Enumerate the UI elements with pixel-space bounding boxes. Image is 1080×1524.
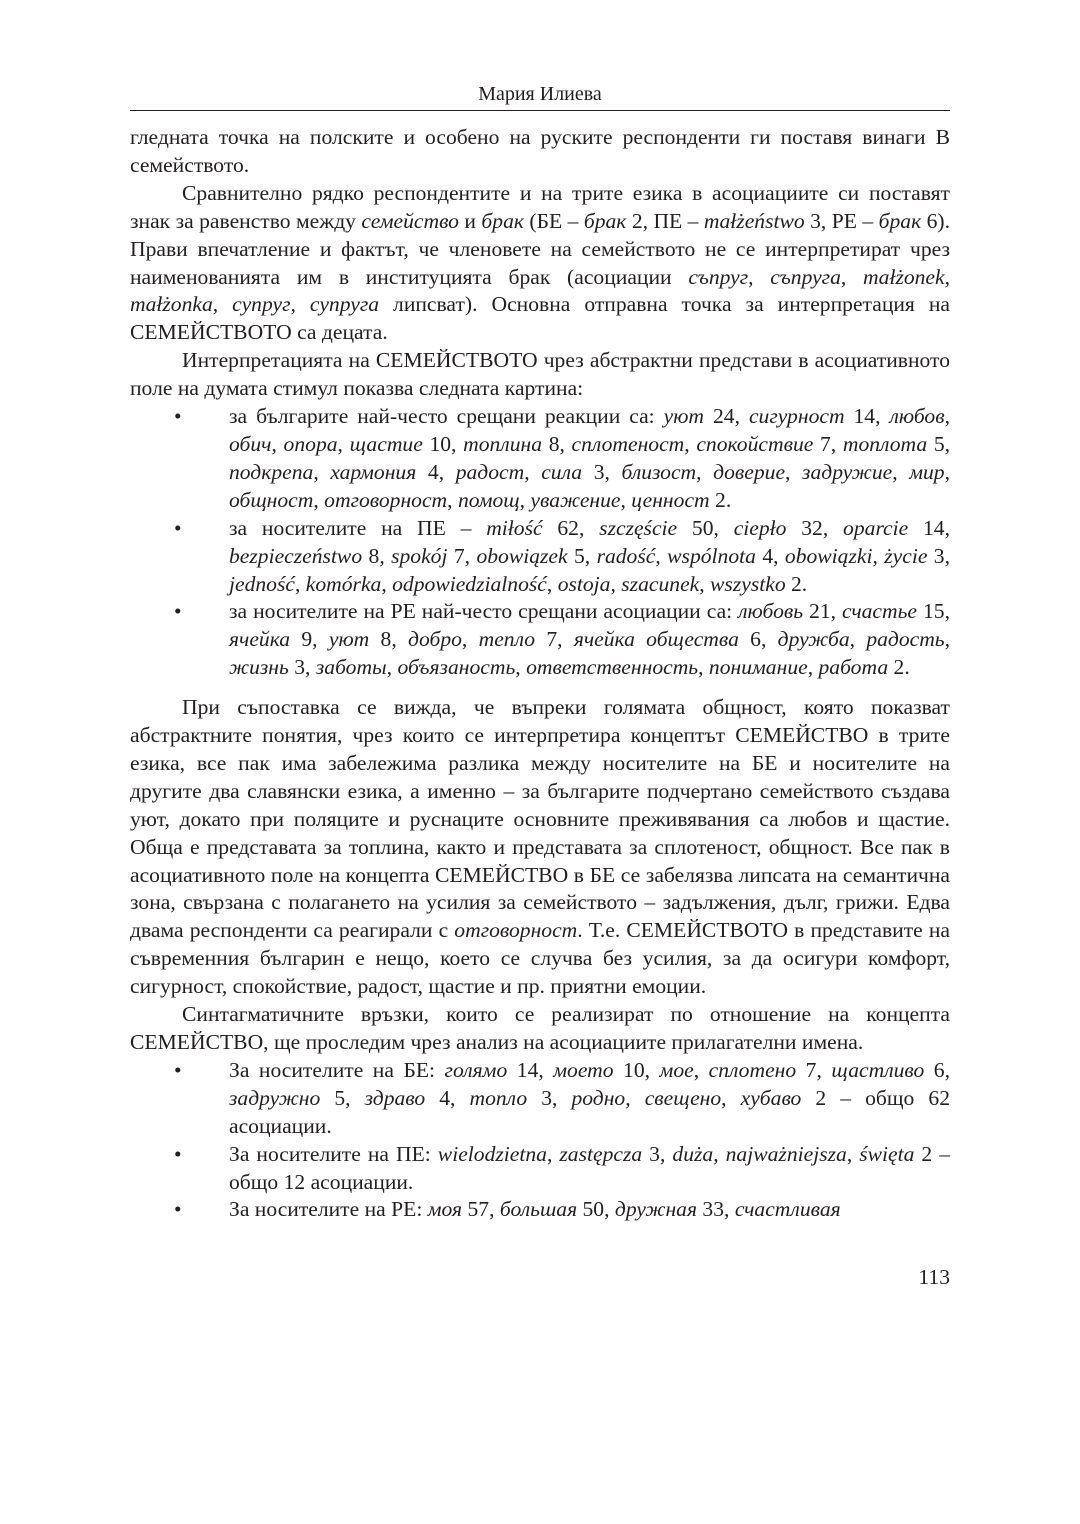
- text-run: ,: [944, 404, 950, 429]
- italic-term: радость: [866, 627, 945, 652]
- page-content: [130, 124, 950, 1292]
- italic-term: здраво: [364, 1085, 426, 1110]
- text-run: ,: [337, 431, 350, 456]
- italic-term: małżonka, супруг, супруга: [130, 292, 380, 317]
- italic-term: уют: [328, 627, 370, 652]
- text-run: ,: [785, 459, 803, 484]
- italic-term: топлота: [842, 431, 928, 456]
- paragraph: [130, 1001, 950, 1057]
- italic-term: ячейка: [229, 627, 291, 652]
- text-run: 21,: [803, 599, 843, 624]
- italic-term: уют: [663, 404, 705, 429]
- text-run: ,: [693, 1057, 709, 1082]
- italic-term: свещено: [644, 1085, 722, 1110]
- italic-term: топлина: [463, 431, 543, 456]
- italic-term: сплотено: [708, 1057, 797, 1082]
- text-run: 2.: [785, 571, 808, 596]
- italic-term: spokój: [391, 543, 448, 568]
- text-run: 14,: [908, 515, 951, 540]
- italic-term: najważniejsza: [725, 1141, 847, 1166]
- text-run: 3, РЕ –: [804, 208, 879, 233]
- italic-term: miłość: [486, 515, 543, 540]
- text-run: Сравнително рядко респондентите и на трите езика в асоциациите си поставят знак за равенство между: [130, 180, 950, 233]
- text-run: 4,: [425, 1085, 470, 1110]
- text-run: 3,: [582, 459, 622, 484]
- italic-term: близост: [621, 459, 697, 484]
- italic-term: małżeństwo: [703, 208, 805, 233]
- text-run: 7,: [796, 1057, 832, 1082]
- italic-term: обич: [229, 431, 272, 456]
- text-run: ,: [620, 487, 632, 512]
- text-run: (БЕ –: [523, 208, 584, 233]
- italic-term: ценност: [631, 487, 710, 512]
- italic-term: хубаво: [740, 1085, 802, 1110]
- text-run: ,: [625, 1085, 645, 1110]
- text-run: 10,: [422, 431, 464, 456]
- text-run: 24,: [704, 404, 749, 429]
- italic-term: брак: [878, 208, 922, 233]
- italic-term: доверие: [713, 459, 786, 484]
- text-run: 10,: [613, 1057, 660, 1082]
- text-run: 2 – общо 12 асоциации.: [229, 1141, 951, 1194]
- text-run: 7,: [535, 627, 574, 652]
- header-rule: [130, 110, 950, 111]
- bullet-icon: •: [174, 1057, 182, 1082]
- text-run: ,: [944, 459, 951, 484]
- text-run: При съпоставка се вижда, че въпреки голямата общност, която показват абстрактните понятия, чрез които се интерпретира концептът СЕМЕЙСТВО в трите езика, все пак има забележима разлика между носителите на БЕ и носителите на другите два славянски езика, а именно – за българите подчертано семейството създава уют, докато при поляците и руснаците основните преживявания са любов и щастие. Обща е представата за топлина, както и представата за сплотеност, общност. Все пак в асоциативното поле на концепта СЕМЕЙСТВО в БЕ се забелязва липсата на семантична зона, свързана с полагането на усилия за семейството – задължения, дълг, грижи. Едва двама респонденти са реагирали с: [130, 695, 950, 943]
- italic-term: wspólnota: [667, 543, 756, 568]
- page-body: [130, 124, 950, 1224]
- italic-term: щастливо: [831, 1057, 925, 1082]
- text-run: ,: [684, 431, 697, 456]
- text-run: 9,: [290, 627, 329, 652]
- text-run: ,: [655, 543, 668, 568]
- text-run: ,: [872, 543, 885, 568]
- italic-term: życie: [884, 543, 928, 568]
- italic-term: моето: [553, 1057, 614, 1082]
- text-run: Синтагматичните връзки, които се реализират по отношение на концепта СЕМЕЙСТВО, ще проследим чрез анализ на асоциациите прилагателни имена.: [130, 1002, 950, 1054]
- italic-term: семейство: [361, 208, 459, 233]
- text-run: ,: [840, 264, 864, 289]
- italic-term: уважение: [530, 487, 621, 512]
- italic-term: щастие: [349, 431, 423, 456]
- paragraph: [130, 124, 950, 180]
- text-run: ,: [807, 655, 819, 680]
- text-run: 4,: [416, 459, 456, 484]
- italic-term: моя: [427, 1197, 463, 1222]
- italic-term: брак: [481, 208, 524, 233]
- bullet-list: [130, 1057, 950, 1224]
- italic-term: сигурност: [748, 404, 845, 429]
- text-run: 3,: [288, 655, 316, 680]
- italic-term: добро: [408, 627, 462, 652]
- text-run: 8,: [362, 543, 392, 568]
- paragraph: [130, 347, 950, 403]
- italic-term: съпруга: [770, 264, 841, 289]
- italic-term: сила: [541, 459, 583, 484]
- italic-term: задружие: [802, 459, 893, 484]
- running-header-author: Мария Илиева: [478, 83, 602, 105]
- text-run: 8,: [542, 431, 572, 456]
- text-run: 5,: [320, 1085, 365, 1110]
- italic-term: zastępcza: [559, 1141, 643, 1166]
- italic-term: ciepło: [733, 515, 787, 540]
- text-run: ,: [696, 459, 714, 484]
- paragraph: [130, 180, 950, 347]
- text-run: 3,: [527, 1085, 572, 1110]
- italic-term: счастливая: [734, 1197, 841, 1222]
- text-run: 4,: [755, 543, 785, 568]
- italic-term: jedność: [229, 571, 295, 596]
- italic-term: счастье: [842, 599, 918, 624]
- italic-term: понимание: [708, 655, 808, 680]
- text-run: за българите най-често срещани реакции са:: [229, 404, 664, 429]
- italic-term: жизнь: [229, 655, 289, 680]
- text-run: 6,: [738, 627, 778, 652]
- list-item: [130, 598, 950, 682]
- text-run: ,: [721, 1085, 741, 1110]
- italic-term: odpowiedzialność: [392, 571, 547, 596]
- text-run: За носителите на ПЕ:: [229, 1141, 438, 1166]
- text-run: ,: [546, 571, 558, 596]
- text-run: ,: [515, 655, 527, 680]
- text-run: ,: [519, 487, 531, 512]
- text-run: за носителите на РЕ най-често срещани асоциации са:: [229, 599, 739, 624]
- italic-term: oparcie: [843, 515, 909, 540]
- italic-term: święta: [859, 1141, 915, 1166]
- italic-term: wszystko: [710, 571, 786, 596]
- bullet-icon: •: [174, 599, 182, 624]
- italic-term: мое: [659, 1057, 694, 1082]
- bullet-icon: •: [174, 515, 182, 540]
- italic-term: работа: [818, 655, 889, 680]
- text-run: 33,: [697, 1197, 735, 1222]
- italic-term: спокойствие: [696, 431, 814, 456]
- italic-term: любовь: [738, 599, 804, 624]
- text-run: Интерпретацията на СЕМЕЙСТВОТО чрез абстрактни представи в асоциативното поле на думата стимул показва следната картина:: [130, 348, 950, 401]
- list-item: [130, 1196, 950, 1224]
- italic-term: заботы: [315, 655, 387, 680]
- italic-term: общност: [229, 487, 314, 512]
- text-run: ,: [386, 655, 398, 680]
- italic-term: дружба: [777, 627, 850, 652]
- italic-term: радост: [455, 459, 525, 484]
- bullet-list: [130, 403, 950, 682]
- text-run: гледната точка на полските и особено на руските респонденти ги поставя винаги В семейството.: [130, 125, 950, 177]
- italic-term: опора: [283, 431, 338, 456]
- italic-term: топло: [469, 1085, 528, 1110]
- text-run: 15,: [917, 599, 950, 624]
- text-run: 3,: [642, 1141, 673, 1166]
- paragraph: [130, 694, 950, 1001]
- page-number: 113: [918, 1265, 950, 1290]
- text-run: ,: [944, 264, 951, 289]
- bullet-icon: •: [174, 1197, 182, 1222]
- italic-term: отговорност: [454, 918, 578, 943]
- text-run: ,: [892, 459, 910, 484]
- list-item: [130, 515, 950, 599]
- italic-term: подкрепа: [229, 459, 314, 484]
- text-run: 50,: [677, 515, 734, 540]
- italic-term: komórka: [305, 571, 382, 596]
- text-run: 3,: [927, 543, 950, 568]
- italic-term: szczęście: [599, 515, 678, 540]
- text-run: 14,: [844, 404, 890, 429]
- bullet-icon: •: [174, 404, 182, 429]
- list-item: [130, 1057, 950, 1141]
- text-run: 57,: [462, 1197, 500, 1222]
- text-run: ,: [381, 571, 393, 596]
- text-run: ,: [944, 627, 951, 652]
- italic-term: объязаность: [397, 655, 516, 680]
- text-run: ,: [546, 1141, 560, 1166]
- text-run: . Т.е. СЕМЕЙСТВОТО в представите на съвременния българин е нещо, което се случва без усилия, за да осигури комфорт, сигурност, спокойствие, радост, щастие и пр. приятни емоции.: [130, 918, 950, 999]
- list-item: [130, 403, 950, 515]
- italic-term: ответственность: [526, 655, 699, 680]
- text-run: 2, ПЕ –: [626, 208, 704, 233]
- text-run: ,: [524, 459, 542, 484]
- text-run: 8,: [369, 627, 409, 652]
- text-run: ,: [748, 264, 771, 289]
- text-run: ,: [698, 655, 709, 680]
- italic-term: съпруг: [688, 264, 749, 289]
- text-run: 6). Прави впечатление и фактът, че членовете на семейството не се интерпретират чрез наименованията им в институцията брак (асоциации: [130, 208, 950, 289]
- text-run: 2.: [709, 487, 732, 512]
- text-run: 32,: [786, 515, 844, 540]
- text-run: ,: [849, 627, 867, 652]
- italic-term: сплотеност: [571, 431, 685, 456]
- italic-term: мир: [909, 459, 945, 484]
- text-run: 6,: [924, 1057, 950, 1082]
- text-run: ,: [271, 431, 284, 456]
- text-run: и: [458, 208, 482, 233]
- italic-term: bezpieczeństwo: [229, 543, 363, 568]
- text-run: за носителите на ПЕ –: [229, 515, 487, 540]
- text-run: ,: [699, 571, 711, 596]
- text-run: 2.: [888, 655, 910, 680]
- italic-term: отговорност: [324, 487, 448, 512]
- italic-term: любов: [889, 404, 945, 429]
- italic-term: большая: [499, 1197, 578, 1222]
- italic-term: хармония: [330, 459, 417, 484]
- text-run: 62,: [542, 515, 600, 540]
- text-run: ,: [461, 627, 479, 652]
- italic-term: obowiązki: [784, 543, 873, 568]
- italic-term: задружно: [229, 1085, 321, 1110]
- italic-term: голямо: [444, 1057, 508, 1082]
- text-run: 7,: [447, 543, 477, 568]
- italic-term: тепло: [478, 627, 536, 652]
- italic-term: duża: [672, 1141, 714, 1166]
- italic-term: wielodzietna: [437, 1141, 547, 1166]
- text-run: 5,: [927, 431, 951, 456]
- italic-term: дружная: [614, 1197, 698, 1222]
- text-run: 5,: [567, 543, 597, 568]
- text-run: ,: [447, 487, 458, 512]
- italic-term: помощ: [457, 487, 520, 512]
- text-run: За носителите на РЕ:: [229, 1197, 428, 1222]
- italic-term: брак: [583, 208, 627, 233]
- text-run: ,: [713, 1141, 726, 1166]
- list-item: [130, 1141, 950, 1197]
- text-run: 14,: [507, 1057, 554, 1082]
- bullet-icon: •: [174, 1141, 182, 1166]
- text-run: ,: [313, 459, 331, 484]
- italic-term: ячейка общества: [573, 627, 739, 652]
- italic-term: ostoja: [557, 571, 611, 596]
- text-run: 2 – общо 62 асоциации.: [229, 1085, 950, 1138]
- text-run: ,: [610, 571, 622, 596]
- italic-term: obowiązek: [476, 543, 568, 568]
- text-run: 50,: [577, 1197, 615, 1222]
- italic-term: małżonek: [863, 264, 945, 289]
- text-run: За носителите на БЕ:: [229, 1057, 445, 1082]
- italic-term: родно: [571, 1085, 626, 1110]
- text-run: ,: [313, 487, 325, 512]
- italic-term: szacunek: [621, 571, 700, 596]
- text-run: ,: [294, 571, 306, 596]
- italic-term: radość: [596, 543, 656, 568]
- text-run: ,: [846, 1141, 860, 1166]
- text-run: липсват). Основна отправна точка за интерпретация на СЕМЕЙСТВОТО са децата.: [130, 292, 951, 345]
- text-run: 7,: [813, 431, 843, 456]
